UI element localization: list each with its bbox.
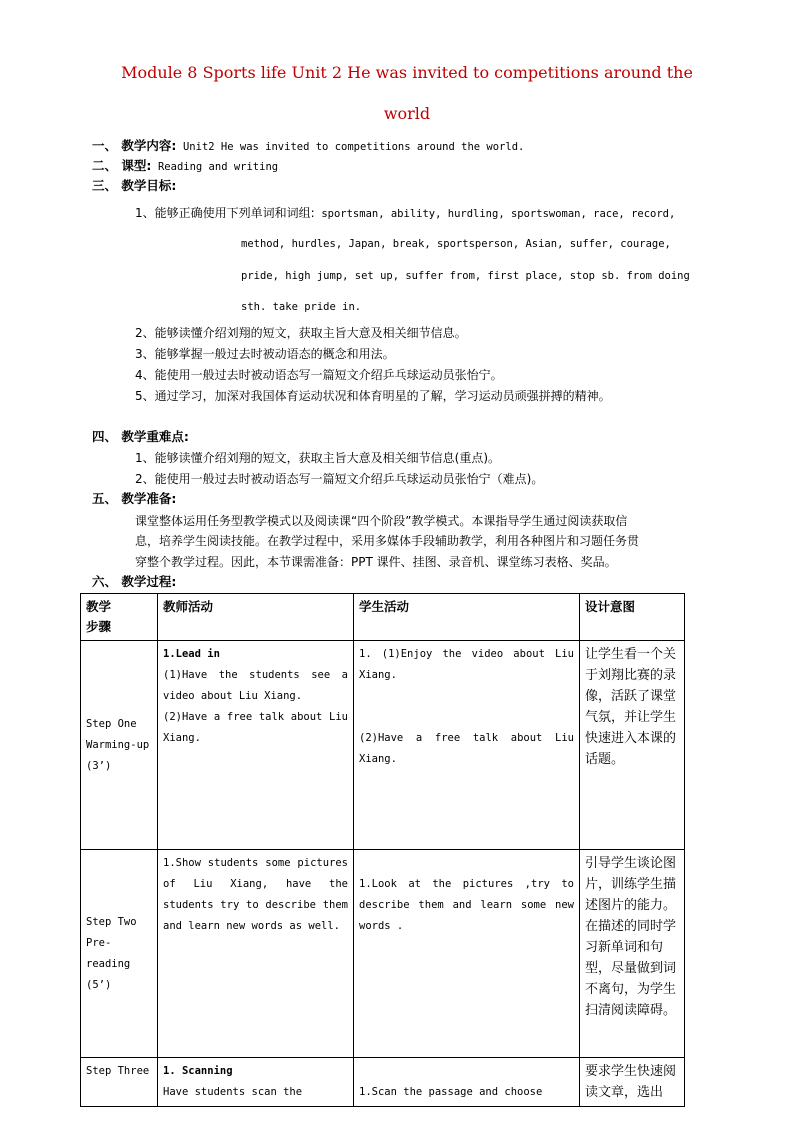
document-title-line2: world [383, 104, 431, 123]
step-cell: Step Three [81, 1058, 158, 1107]
step-cell: Step Two Pre-reading (5’) [81, 850, 158, 1058]
section-objectives-label: 三、 教学目标: [92, 178, 177, 193]
student-activity-text: 1. (1)Enjoy the video about Liu Xiang. [359, 648, 574, 681]
spacer [359, 686, 574, 728]
header-student: 学生活动 [354, 594, 580, 641]
objective-words-line4: sth. take pride in. [241, 301, 362, 313]
design-cell: 引导学生谈论图片，训练学生描述图片的能力。在描述的同时学习新单词和句型，尽量做到词不离句，为学生扫清阅读障碍。 [580, 850, 685, 1058]
objective-words: sportsman, ability, hurdling, sportswoman, race, record, [321, 208, 676, 220]
student-activity-text: 1.Scan the passage and choose [359, 1086, 543, 1098]
preparation-line1: 课堂整体运用任务型教学模式以及阅读课“四个阶段”教学模式。本课指导学生通过阅读获取信 [135, 514, 628, 528]
spacer [359, 1061, 574, 1082]
document-title-line1: Module 8 Sports life Unit 2 He was invited to competitions around the [121, 63, 693, 82]
table-row [81, 1058, 685, 1107]
objective-3: 3、能够掌握一般过去时被动语态的概念和用法。 [135, 347, 395, 361]
section-key-points-label: 四、 教学重难点: [92, 429, 189, 444]
section-text: Unit2 He was invited to competitions around the world. [182, 141, 525, 153]
student-activity-text: 1.Look at the pictures ,try to describe them and learn some new words . [359, 878, 574, 932]
teacher-cell [158, 1058, 354, 1107]
section-label: 二、 课型: [92, 158, 152, 173]
section-lesson-type [92, 159, 278, 174]
student-cell [354, 641, 580, 850]
preparation-line3: 穿整个教学过程。因此，本节课需准备：PPT 课件、挂图、录音机、课堂练习表格、奖品。 [135, 555, 617, 569]
student-cell [354, 1058, 580, 1107]
objective-words-line3: pride, high jump, set up, suffer from, first place, stop sb. from doing [241, 270, 690, 282]
header-step-line2: 步骤 [86, 619, 112, 634]
teaching-process-table [80, 593, 685, 1107]
design-cell: 要求学生快速阅读文章，选出 [580, 1058, 685, 1107]
objective-4: 4、能使用一般过去时被动语态写一篇短文介绍乒乓球运动员张怡宁。 [135, 368, 503, 382]
teacher-activity-text: (1)Have the students see a video about Liu Xiang. [163, 669, 348, 702]
table-row [81, 641, 685, 850]
teacher-activity-title: 1.Lead in [163, 648, 220, 660]
header-step [81, 594, 158, 641]
objective-2: 2、能够读懂介绍刘翔的短文，获取主旨大意及相关细节信息。 [135, 326, 467, 340]
step-cell: Step One Warming-up (3’) [81, 641, 158, 850]
teacher-activity-title: 1. Scanning [163, 1065, 233, 1077]
teacher-cell: 1.Show students some pictures of Liu Xiang, have the students try to describe them and learn new words as well. [158, 850, 354, 1058]
objective-1 [135, 206, 675, 221]
table-header-row [81, 594, 685, 641]
student-cell [354, 850, 580, 1058]
teacher-activity-text: (2)Have a free talk about Liu Xiang. [163, 711, 348, 744]
section-label: 一、 教学内容: [92, 138, 177, 153]
teacher-activity-text: Have students scan the [163, 1086, 303, 1098]
key-point-2: 2、能使用一般过去时被动语态写一篇短文介绍乒乓球运动员张怡宁（难点)。 [135, 472, 544, 486]
objective-5: 5、通过学习，加深对我国体育运动状况和体育明星的了解，学习运动员顽强拼搏的精神。 [135, 389, 611, 403]
header-teacher: 教师活动 [158, 594, 354, 641]
table-row [81, 850, 685, 1058]
key-point-1: 1、能够读懂介绍刘翔的短文，获取主旨大意及相关细节信息(重点)。 [135, 451, 501, 465]
objective-prefix: 能够正确使用下列单词和词组: [154, 206, 315, 220]
preparation-line2: 息，培养学生阅读技能。在教学过程中，采用多媒体手段辅助教学，利用各种图片和习题任务贯 [135, 534, 640, 548]
objective-number: 1、 [135, 206, 155, 220]
header-step-line1: 教学 [86, 599, 112, 614]
section-preparation-label: 五、 教学准备: [92, 491, 177, 506]
student-activity-text: (2)Have a free talk about Liu Xiang. [359, 732, 574, 765]
teacher-cell [158, 641, 354, 850]
objective-words-line2: method, hurdles, Japan, break, sportsperson, Asian, suffer, courage, [241, 238, 671, 250]
section-process-label: 六、 教学过程: [92, 574, 177, 589]
design-cell: 让学生看一个关于刘翔比赛的录像，活跃了课堂气氛，并让学生快速进入本课的话题。 [580, 641, 685, 850]
section-text: Reading and writing [157, 161, 279, 173]
spacer [359, 853, 574, 874]
section-content [92, 139, 524, 154]
header-design: 设计意图 [580, 594, 685, 641]
